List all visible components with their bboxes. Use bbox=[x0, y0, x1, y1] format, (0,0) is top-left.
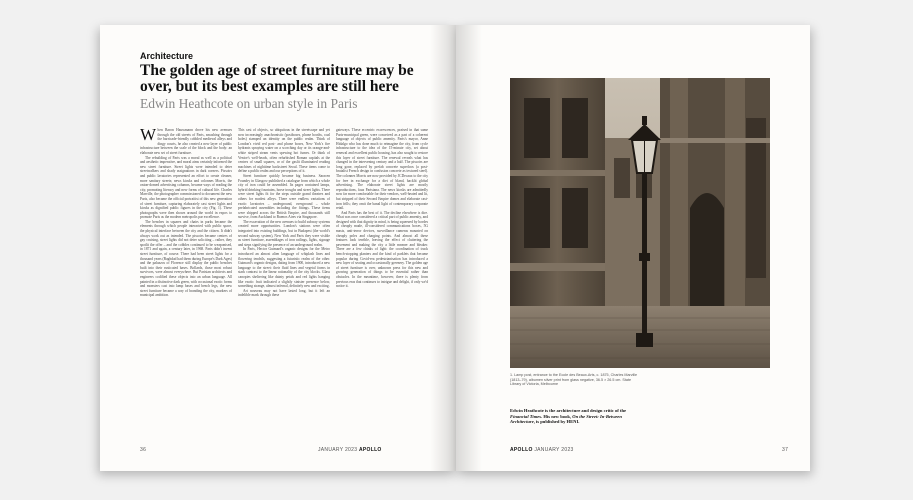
paragraph: In Paris, Hector Guimard's organic designs for the Metro introduced an almost alien language of whiplash lines and flowering tendrils, suggesting a futuristic realm of the other. Guimard's organic designs, dating from 1900, introduced a new language to the street: their fluid lines and vegetal forms in stark contrast to the linear rationality of the city blocks. Glass canopies sheltering like dainty petals and red lights hanging like exotic fruit indicated a slightly sinister presence below, something strange, almost infernal, definitely new and exciting. bbox=[238, 247, 330, 289]
author-bio: Edwin Heathcote is the architecture and design critic of the Financial Times. His new book, On the Street: In-Between Architecture, is published by HENI. bbox=[510, 408, 627, 425]
folio-date: JANUARY 2023 bbox=[534, 447, 574, 453]
folio-brand: APOLLO bbox=[358, 447, 382, 453]
folio-right bbox=[510, 447, 574, 453]
photo-illustration bbox=[510, 78, 770, 368]
paragraph: Street furniture quickly became big business. Saracen Foundry in Glasgow published a catalogue from which a whole city of iron could be assembled. Its pages contained lamps, hybrid drinking fountains, horse troughs and street lights. There were street lights fit for the steps outside grand theatres and others for modest alleys. There were endless variations of exotic lavatories – underground, overground – whole prefabricated assemblies including the fittings. These items were shipped across the British Empire, and thousands still survive, from Auckland to Buenos Aires via Singapore. bbox=[238, 173, 330, 220]
article-body bbox=[140, 128, 428, 433]
right-page bbox=[456, 25, 810, 471]
paragraph: gateways. These eccentric excrescences, praised in that same Paris-municipal green, were conceived as a part of a coherent language of objects of public amenity. Paris's mayor, Anne Hidalgo who has done much to reimagine the city, from cycle infrastructure to the idea of the 15-minute city, set about renewal and excellent public housing, has also sought to restore this layer of street furniture. The renewal reveals what has changed in the intervening century and a half. The pissoirs are long gone, replaced by prefab concrete superloos (a post-brutalist French design in confusion concrete as textured steel). The colonnes Morris are now provided by JCDecaux to the city for free in exchange for a diet of bland, backlit global advertising. The elaborate street lights are mostly reproductions, faux Parisiana. The news kiosks are admittedly now far more comfortable for their vendors, well-heated and lit, but stripped of their Second Empire domes and elaborate cast-iron frills; they omit the banal light of contemporary corporate retail. bbox=[336, 128, 428, 211]
section-label: Architecture bbox=[140, 51, 194, 61]
paragraph: Art nouveau may not have lasted long, but it left an indelible mark through these bbox=[238, 288, 330, 298]
paragraph: The excavation of the new avenues to build subway systems created more opportunities. London's stations were often integrated into existing buildings, but in Budapest (the world's second subway system), New York and Paris they were visible as street furniture, assemblages of iron railings, lights, signage and steps signifying the presence of an underground realm. bbox=[238, 219, 330, 247]
column-2 bbox=[238, 128, 330, 433]
headline: The golden age of street furniture may be over, but its best examples are still here bbox=[140, 62, 414, 95]
column-3 bbox=[336, 128, 428, 433]
standfirst: Edwin Heathcote on urban style in Paris bbox=[140, 96, 358, 111]
folio-left bbox=[318, 447, 382, 453]
left-page bbox=[100, 25, 456, 471]
page-number-right: 37 bbox=[782, 447, 789, 453]
paragraph: The rebuilding of Paris was a moral as well as a political and aesthetic imperative, and moral aims certainly informed the new street furniture. Street lights were intended to deter streetwalkers and shady assignations in dark corners. Pissoirs and public lavatories represented an effort to create cleaner, more sanitary streets; news kiosks and colonnes Morris, the onion-domed advertising columns, became ways of reading the city, promoting literacy and new forms of cultural life. Charles Marville, the photographer commissioned to document the new Paris, also became the official portraitist of this new generation of street furniture, capturing elaborately cast street lights and kiosks as dignified public figures in the city (Fig. 1). These photographs were then shown around the world in expos to promote Paris as the modern metropolis par excellence. bbox=[140, 155, 232, 220]
folio-date: JANUARY 2023 bbox=[318, 447, 358, 453]
folio-brand: APOLLO bbox=[510, 447, 533, 453]
paragraph: The benches in squares and chairs in parks became the elements through which people interacted with public space, the physical interface between the city and the citizen. It didn't always work out as intended. The pissoirs became centres of gay cruising, street lights did not deter soliciting – rather, they spotlit the offer – and the cobbles continued to be weaponised, in 1871 and again, a century later, in 1968. Paris didn't invent street furniture, of course. There had been street lights for a thousand years (Baghdad had them during Europe's Dark Ages) and the palazzos of Florence still display the public benches built into their rusticated bases. Bollards, those most robust survivors, were almost everywhere. But Parisian architects and engineers codified these objects into an urban language. All painted in a distinctive dark green, with occasional exotic forms and monsters cast into lamp bases and bench legs, the new street furniture became a way of branding the city, markers of municipal ambition. bbox=[140, 219, 232, 298]
page-number-left: 36 bbox=[140, 447, 147, 453]
drop-cap: W bbox=[140, 128, 157, 144]
lamp-post-photograph bbox=[510, 78, 770, 368]
column-1 bbox=[140, 128, 232, 433]
magazine-spread bbox=[100, 25, 810, 471]
paragraph: When Baron Haussmann drove his new avenues through the old streets of Paris, smashing through the barricade-friendly cobbled medieval alleys and dingy courts, he also created a new layer of public infrastructure between the scale of the block and the body: an elaborate new set of street furniture. bbox=[140, 128, 232, 155]
photo-caption: 1. Lamp post, entrance to the Ecole des Beaux-Arts, c. 1875, Charles Marville (1813–79), albumen silver print from glass negative, 36.5 × 26.5 cm. State Library of Victoria, Melbourne bbox=[510, 373, 638, 387]
paragraph: And Paris has the best of it. The decline elsewhere is dire. What was once considered a critical part of public amenity, and designed with that dignity in mind, is being squeezed by hordes of cheaply made, ill-considered communications boxes, 5G masts, anti-terror devices, surveillance cameras mounted on cheaply poles and charging points. And almost all these features look terrible, leaving the effect of cluttering the pavement and making the city a little meaner and bleaker. There are a few chinks of light: the coordination of truck bench-stopping planters and the kind of parklets that became popular during Covid-era pedestrianisation has introduced a new layer of seating and occasionally greenery. The golden age of street furniture is over, unknown press for this new and growing generation of things to be essential rather than obstacles. In the meantime, however, there is plenty from previous eras that continues to intrigue and delight, if only we'd notice it. bbox=[336, 210, 428, 289]
paragraph: This cast of objects, so ubiquitous in the streetscape and yet now increasingly anachronistic (postboxes, phone booths, coal holes) stamped an identity on the public realm. Think of London's vivid red post- and phone boxes, New York's fire hydrants spraying water on a scorching day or its orange-and-white striped steam vents spewing hot fumes. Or think of Venice's well-heads, often refurbished Roman capitals at the centres of small squares, or of the gaslit illuminated reading machines of nighttime backstreet Seoul. These items come to define a public realm and our perceptions of it. bbox=[238, 128, 330, 174]
